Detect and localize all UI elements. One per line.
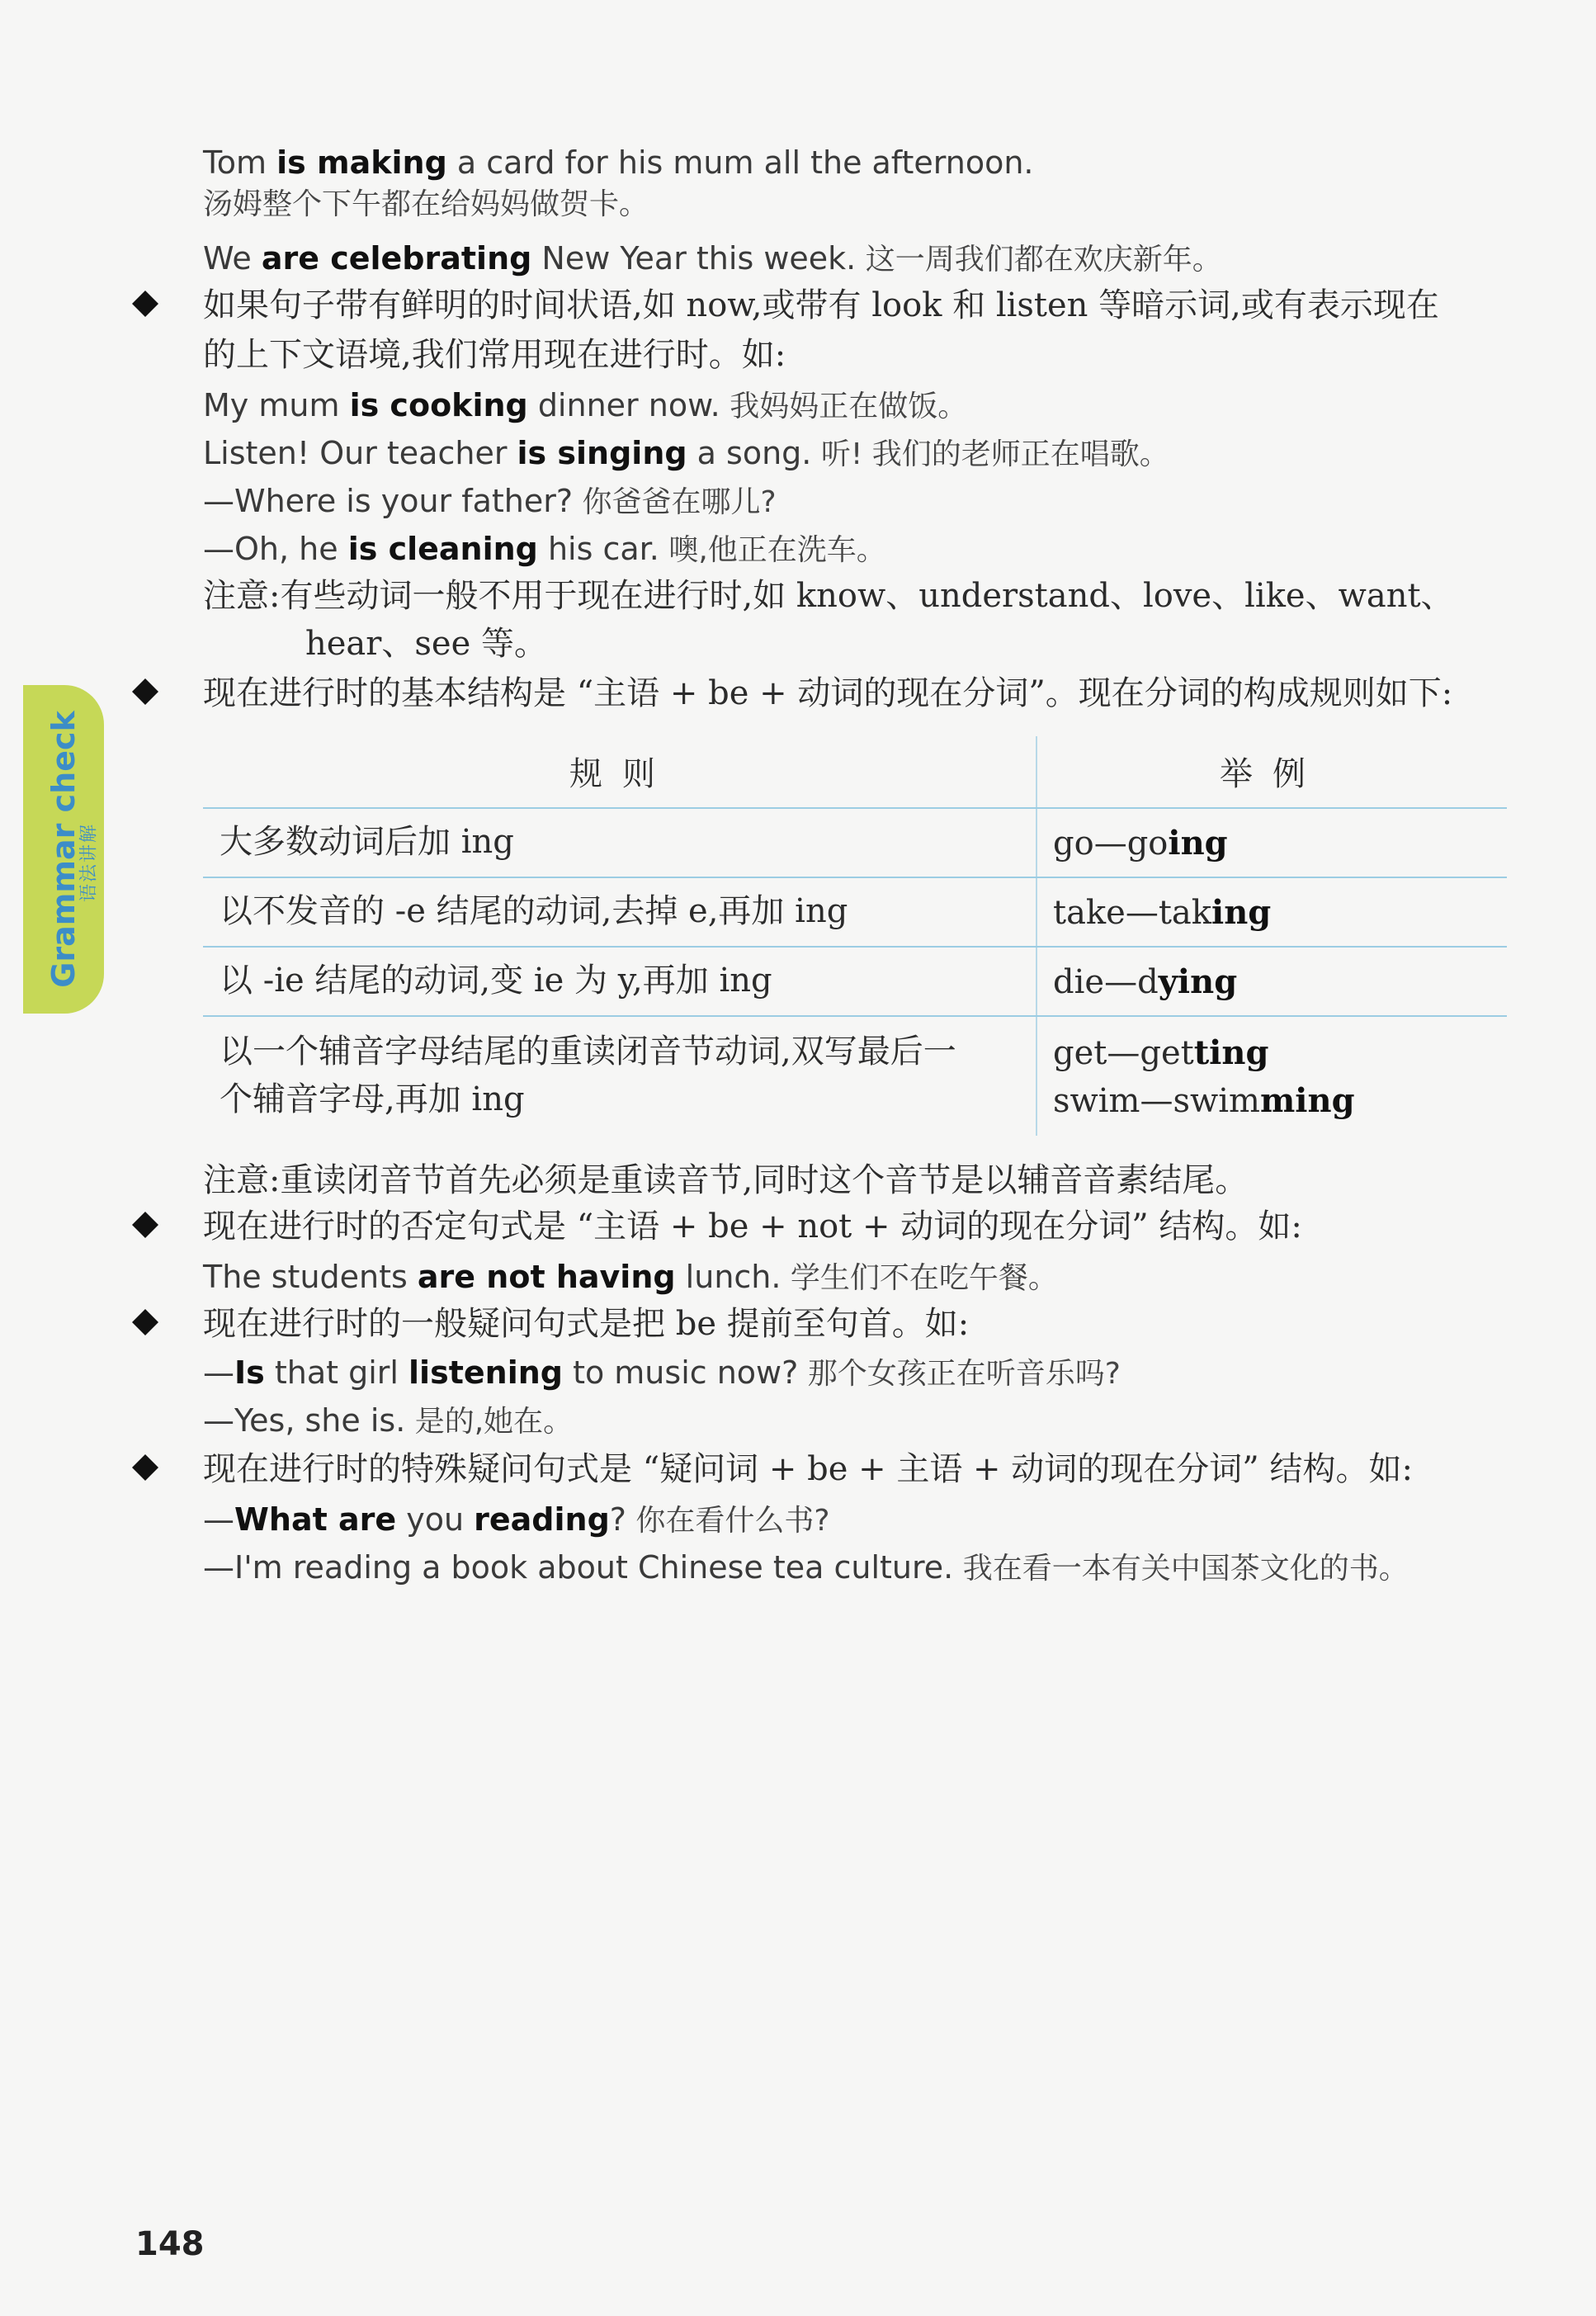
diamond-bullet-icon [132,291,158,317]
dialogue-line: —Is that girl listening to music now? 那个女孩正在听音乐吗? [203,1354,1121,1391]
example-translation: 汤姆整个下午都在给妈妈做贺卡。 [203,187,649,221]
note-text: hear、see 等。 [305,625,547,663]
tab-label: Grammar check [45,711,82,988]
table-divider [1036,736,1037,1136]
table-cell-rule: 以一个辅音字母结尾的重读闭音节动词,双写最后一 [220,1033,956,1071]
rule-text: 的上下文语境,我们常用现在进行时。如: [203,336,786,374]
table-header: 规则 [569,755,675,793]
note-text: 注意:重读闭音节首先必须是重读音节,同时这个音节是以辅音音素结尾。 [203,1161,1249,1199]
table-header: 举例 [1220,755,1325,793]
rule-text: 现在进行时的一般疑问句式是把 be 提前至句首。如: [203,1305,970,1343]
table-cell-example: go—going [1053,824,1228,863]
table-cell-rule: 以不发音的 -e 结尾的动词,去掉 e,再加 ing [220,892,848,930]
diamond-bullet-icon [132,678,158,705]
diamond-bullet-icon [132,1309,158,1335]
page-number: 148 [135,2225,205,2263]
example-line: The students are not having lunch. 学生们不在吃午餐。 [203,1259,1058,1295]
diamond-bullet-icon [132,1454,158,1481]
dialogue-line: —What are you reading? 你在看什么书? [203,1501,830,1538]
table-cell-rule: 个辅音字母,再加 ing [220,1080,525,1118]
table-cell-example: die—dying [1053,962,1238,1001]
example-line: We are celebrating New Year this week. 这一周我们都在欢庆新年。 [203,240,1222,277]
rule-text: 如果句子带有鲜明的时间状语,如 now,或带有 look 和 listen 等暗示词,或有表示现在 [203,286,1439,324]
diamond-bullet-icon [132,1212,158,1238]
table-rule [203,946,1507,948]
example-line: Listen! Our teacher is singing a song. 听! 我们的老师正在唱歌。 [203,435,1169,471]
dialogue-line: —Oh, he is cleaning his car. 噢,他正在洗车。 [203,531,886,567]
tab-sublabel: 语法讲解 [78,822,100,903]
table-cell-example: get—getting [1053,1033,1269,1072]
table-cell-example: take—taking [1053,893,1272,932]
example-line: My mum is cooking dinner now. 我妈妈正在做饭。 [203,387,968,423]
rule-text: 现在进行时的基本结构是 “主语 + be + 动词的现在分词”。现在分词的构成规则如下: [203,674,1453,712]
table-rule [203,877,1507,878]
rule-text: 现在进行时的否定句式是 “主语 + be + not + 动词的现在分词” 结构。如: [203,1208,1302,1245]
dialogue-line: —Where is your father? 你爸爸在哪儿? [203,483,777,519]
table-cell-rule: 大多数动词后加 ing [220,823,514,861]
note-text: 注意:有些动词一般不用于现在进行时,如 know、understand、love、like、want、 [203,577,1454,615]
table-rule [203,807,1507,809]
dialogue-line: —Yes, she is. 是的,她在。 [203,1402,574,1439]
table-cell-rule: 以 -ie 结尾的动词,变 ie 为 y,再加 ing [220,962,772,1000]
dialogue-line: —I'm reading a book about Chinese tea culture. 我在看一本有关中国茶文化的书。 [203,1549,1409,1586]
rule-text: 现在进行时的特殊疑问句式是 “疑问词 + be + 主语 + 动词的现在分词” 结构。如: [203,1450,1413,1488]
table-rule [203,1015,1507,1017]
example-line: Tom is making a card for his mum all the afternoon. [203,144,1034,181]
table-cell-example: swim—swimming [1053,1081,1355,1120]
